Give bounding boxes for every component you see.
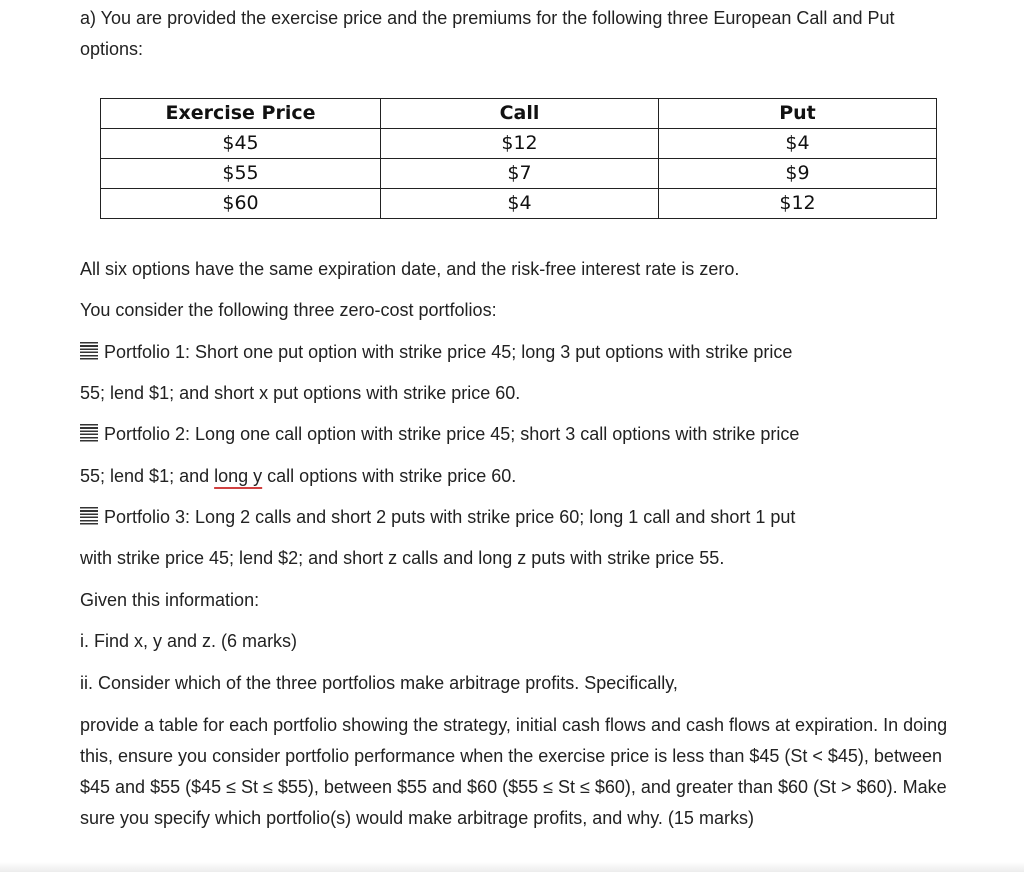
paragraph-consider: You consider the following three zero-cost portfolios: [80, 300, 497, 320]
portfolio-2-text-c: call options with strike price 60. [262, 466, 517, 486]
table-row [101, 189, 937, 219]
cell-put: $4 [659, 129, 937, 159]
cell-exercise-price: $55 [101, 159, 381, 189]
portfolio-3-line-1 [80, 507, 960, 528]
portfolio-3-text: Portfolio 3: Long 2 calls and short 2 puts with strike price 60; long 1 call and short 1 put [104, 507, 796, 527]
options-table [100, 98, 937, 219]
portfolio-2-text: Portfolio 2: Long one call option with strike price 45; short 3 call options with strike price [104, 424, 800, 444]
portfolio-1-line-1 [80, 342, 960, 363]
table-header-row [101, 99, 937, 129]
header-call: Call [381, 99, 659, 129]
table-row [101, 129, 937, 159]
cell-call: $4 [381, 189, 659, 219]
portfolio-2-line-2 [80, 466, 960, 487]
cell-exercise-price: $45 [101, 129, 381, 159]
portfolio-1-text: Portfolio 1: Short one put option with strike price 45; long 3 put options with strike price [104, 342, 793, 362]
header-exercise-price: Exercise Price [101, 99, 381, 129]
portfolio-2-text-a: 55; lend $1; and [80, 466, 215, 486]
drag-handle-icon[interactable] [80, 424, 98, 442]
cell-exercise-price: $60 [101, 189, 381, 219]
question-ii: ii. Consider which of the three portfolios make arbitrage profits. Specifically, [80, 673, 678, 693]
question-i: i. Find x, y and z. (6 marks) [80, 631, 298, 651]
drag-handle-icon[interactable] [80, 507, 98, 525]
paragraph-given: Given this information: [80, 590, 260, 610]
header-put: Put [659, 99, 937, 129]
portfolio-2-line-1 [80, 424, 960, 445]
drag-handle-icon[interactable] [80, 342, 98, 360]
portfolio-3-line-2: with strike price 45; lend $2; and short z calls and long z puts with strike price 55. [80, 548, 725, 568]
spellcheck-underlined-text[interactable]: long y [214, 466, 263, 486]
table-row [101, 159, 937, 189]
intro-text: a) You are provided the exercise price and the premiums for the following three European Call and Put options: [80, 8, 895, 59]
question-ii-body: provide a table for each portfolio showing the strategy, initial cash flows and cash flows at expiration. In doing this, ensure you consider portfolio performance when the exercise price is less than $45 (St < $45), between $45 and $55 ($45 ≤ St ≤ $55), between $55 and $60 ($55 ≤ St ≤ $60), and greater than $60 (St > $60). Make sure you specify which portfolio(s) would make arbitrage profits, and why. (15 marks) [80, 715, 948, 828]
cell-call: $7 [381, 159, 659, 189]
paragraph-same-expiry: All six options have the same expiration date, and the risk-free interest rate is zero. [80, 259, 740, 279]
cell-put: $9 [659, 159, 937, 189]
bottom-fade [0, 862, 1024, 872]
cell-call: $12 [381, 129, 659, 159]
portfolio-1-line-2: 55; lend $1; and short x put options with strike price 60. [80, 383, 521, 403]
cell-put: $12 [659, 189, 937, 219]
